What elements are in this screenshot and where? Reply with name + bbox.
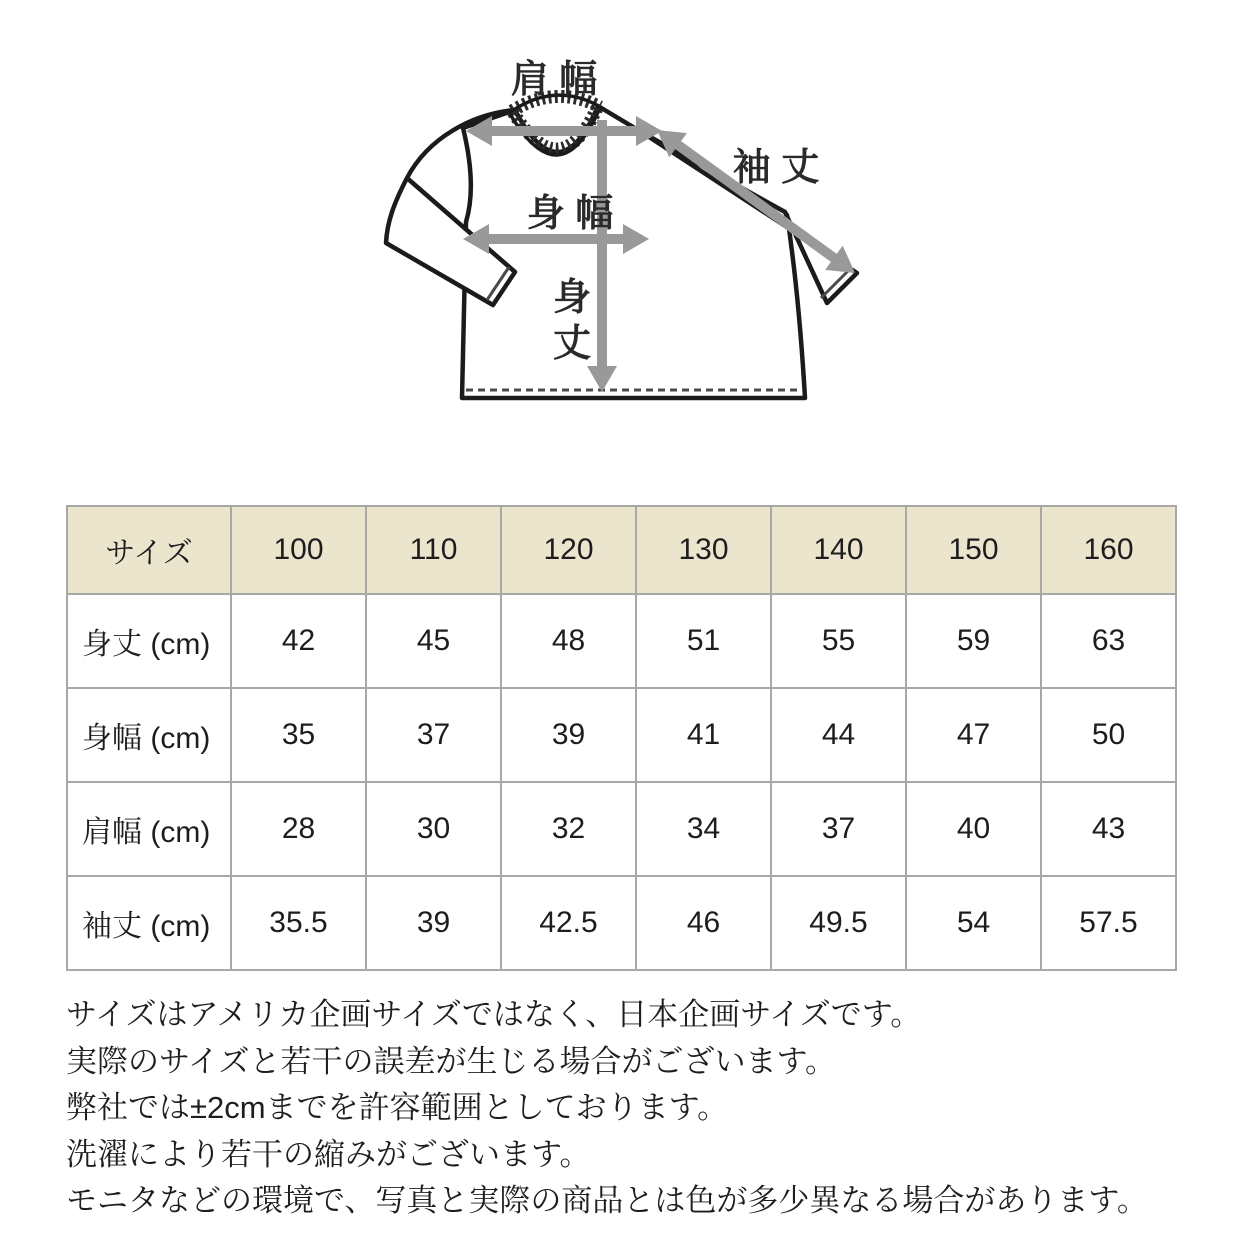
measurement-value: 39 <box>366 876 501 970</box>
measurement-value: 57.5 <box>1041 876 1176 970</box>
measurement-value: 30 <box>366 782 501 876</box>
body-width-label: 身 幅 <box>526 193 614 235</box>
measurement-value: 48 <box>501 594 636 688</box>
measurement-value: 54 <box>906 876 1041 970</box>
shoulder-width-label: 肩 幅 <box>510 59 598 101</box>
size-column-header: 100 <box>231 506 366 594</box>
measurement-value: 63 <box>1041 594 1176 688</box>
size-column-header: 150 <box>906 506 1041 594</box>
measurement-value: 49.5 <box>771 876 906 970</box>
measurement-label: 肩幅 (cm) <box>67 782 231 876</box>
body-length-label-bottom: 丈 <box>552 323 592 365</box>
note-line: サイズはアメリカ企画サイズではなく、日本企画サイズです。 <box>66 997 922 1032</box>
table-row <box>67 782 1176 876</box>
size-header-cell: サイズ <box>67 506 231 594</box>
measurement-label: 身幅 (cm) <box>67 688 231 782</box>
size-notes <box>66 992 1226 1225</box>
table-header-row <box>67 506 1176 594</box>
measurement-value: 37 <box>771 782 906 876</box>
size-column-header: 130 <box>636 506 771 594</box>
body-length-label-top: 身 <box>552 277 592 319</box>
shirt-measurement-diagram <box>370 40 870 440</box>
measurement-value: 55 <box>771 594 906 688</box>
measurement-value: 41 <box>636 688 771 782</box>
note-line: 弊社では±2cmまでを許容範囲としております。 <box>66 1090 729 1125</box>
measurement-value: 37 <box>366 688 501 782</box>
measurement-value: 42.5 <box>501 876 636 970</box>
note-line: モニタなどの環境で、写真と実際の商品とは色が多少異なる場合があります。 <box>66 1183 1148 1218</box>
size-column-header: 110 <box>366 506 501 594</box>
measurement-value: 44 <box>771 688 906 782</box>
size-table <box>66 505 1177 970</box>
measurement-value: 43 <box>1041 782 1176 876</box>
measurement-label: 袖丈 (cm) <box>67 876 231 970</box>
measurement-value: 28 <box>231 782 366 876</box>
table-row <box>67 594 1176 688</box>
size-column-header: 140 <box>771 506 906 594</box>
measurement-value: 32 <box>501 782 636 876</box>
measurement-value: 39 <box>501 688 636 782</box>
measurement-value: 35 <box>231 688 366 782</box>
measurement-value: 34 <box>636 782 771 876</box>
measurement-value: 59 <box>906 594 1041 688</box>
size-column-header: 160 <box>1041 506 1176 594</box>
table-row <box>67 688 1176 782</box>
measurement-value: 35.5 <box>231 876 366 970</box>
measurement-value: 40 <box>906 782 1041 876</box>
measurement-value: 45 <box>366 594 501 688</box>
note-line: 実際のサイズと若干の誤差が生じる場合がございます。 <box>66 1043 837 1079</box>
measurement-value: 50 <box>1041 688 1176 782</box>
measurement-value: 51 <box>636 594 771 688</box>
size-column-header: 120 <box>501 506 636 594</box>
sleeve-length-label: 袖 丈 <box>732 147 820 189</box>
table-row <box>67 876 1176 970</box>
measurement-label: 身丈 (cm) <box>67 594 231 688</box>
measurement-value: 46 <box>636 876 771 970</box>
note-line: 洗濯により若干の縮みがございます。 <box>66 1136 591 1172</box>
measurement-value: 42 <box>231 594 366 688</box>
measurement-value: 47 <box>906 688 1041 782</box>
